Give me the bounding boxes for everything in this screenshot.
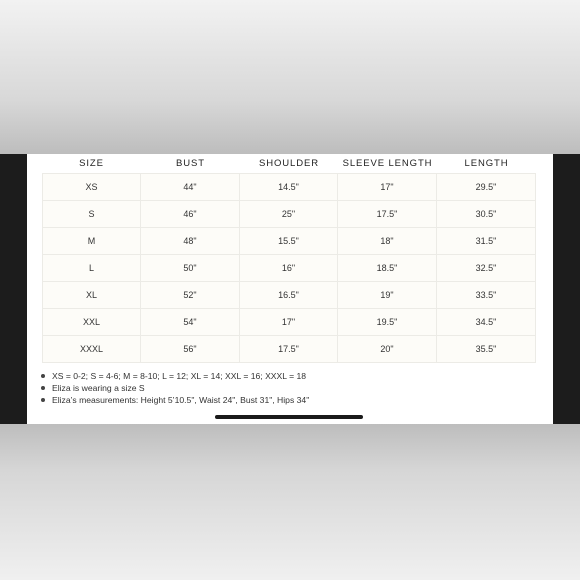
left-dark-border — [0, 154, 27, 424]
table-row — [42, 336, 536, 363]
home-indicator-bar — [215, 415, 363, 419]
cell-bust: 52" — [141, 282, 240, 309]
cell-size: XL — [42, 282, 141, 309]
cell-size: XXL — [42, 309, 141, 336]
cell-length: 33.5" — [437, 282, 536, 309]
cell-length: 35.5" — [437, 336, 536, 363]
cell-sleeve-length: 17" — [338, 173, 437, 201]
header-shoulder: SHOULDER — [259, 158, 319, 169]
model-size-note: Eliza is wearing a size S — [39, 382, 309, 394]
cell-shoulder: 14.5" — [240, 173, 338, 201]
model-measurements-note: Eliza’s measurements: Height 5’10.5", Waist 24", Bust 31", Hips 34" — [39, 394, 309, 406]
size-chart-panel — [27, 154, 553, 424]
cell-size: L — [42, 255, 141, 282]
table-row — [42, 309, 536, 336]
cell-length: 30.5" — [437, 201, 536, 228]
cell-shoulder: 16.5" — [240, 282, 338, 309]
size-chart-table — [42, 154, 536, 363]
cell-sleeve-length: 18" — [338, 228, 437, 255]
cell-length: 31.5" — [437, 228, 536, 255]
header-length: LENGTH — [464, 158, 509, 169]
cell-length: 32.5" — [437, 255, 536, 282]
cell-size: S — [42, 201, 141, 228]
cell-shoulder: 17" — [240, 309, 338, 336]
cell-shoulder: 15.5" — [240, 228, 338, 255]
table-row — [42, 255, 536, 282]
table-row — [42, 173, 536, 201]
size-notes-list — [39, 370, 309, 406]
cell-sleeve-length: 19" — [338, 282, 437, 309]
header-size: SIZE — [79, 158, 104, 169]
cell-bust: 48" — [141, 228, 240, 255]
cell-bust: 46" — [141, 201, 240, 228]
table-row — [42, 282, 536, 309]
cell-length: 34.5" — [437, 309, 536, 336]
table-row — [42, 201, 536, 228]
table-row — [42, 228, 536, 255]
cell-sleeve-length: 18.5" — [338, 255, 437, 282]
cell-bust: 54" — [141, 309, 240, 336]
cell-size: M — [42, 228, 141, 255]
header-bust: BUST — [176, 158, 205, 169]
header-sleeve-length: SLEEVE LENGTH — [342, 158, 433, 169]
cell-bust: 44" — [141, 173, 240, 201]
right-dark-border — [553, 154, 580, 424]
cell-size: XS — [42, 173, 141, 201]
cell-sleeve-length: 17.5" — [338, 201, 437, 228]
cell-bust: 56" — [141, 336, 240, 363]
size-conversion-note: XS = 0-2; S = 4-6; M = 8-10; L = 12; XL = 14; XXL = 16; XXXL = 18 — [39, 370, 309, 382]
cell-sleeve-length: 19.5" — [338, 309, 437, 336]
cell-size: XXXL — [42, 336, 141, 363]
cell-length: 29.5" — [437, 173, 536, 201]
table-header-row — [42, 154, 536, 173]
cell-bust: 50" — [141, 255, 240, 282]
cell-sleeve-length: 20" — [338, 336, 437, 363]
cell-shoulder: 16" — [240, 255, 338, 282]
cell-shoulder: 25" — [240, 201, 338, 228]
cell-shoulder: 17.5" — [240, 336, 338, 363]
